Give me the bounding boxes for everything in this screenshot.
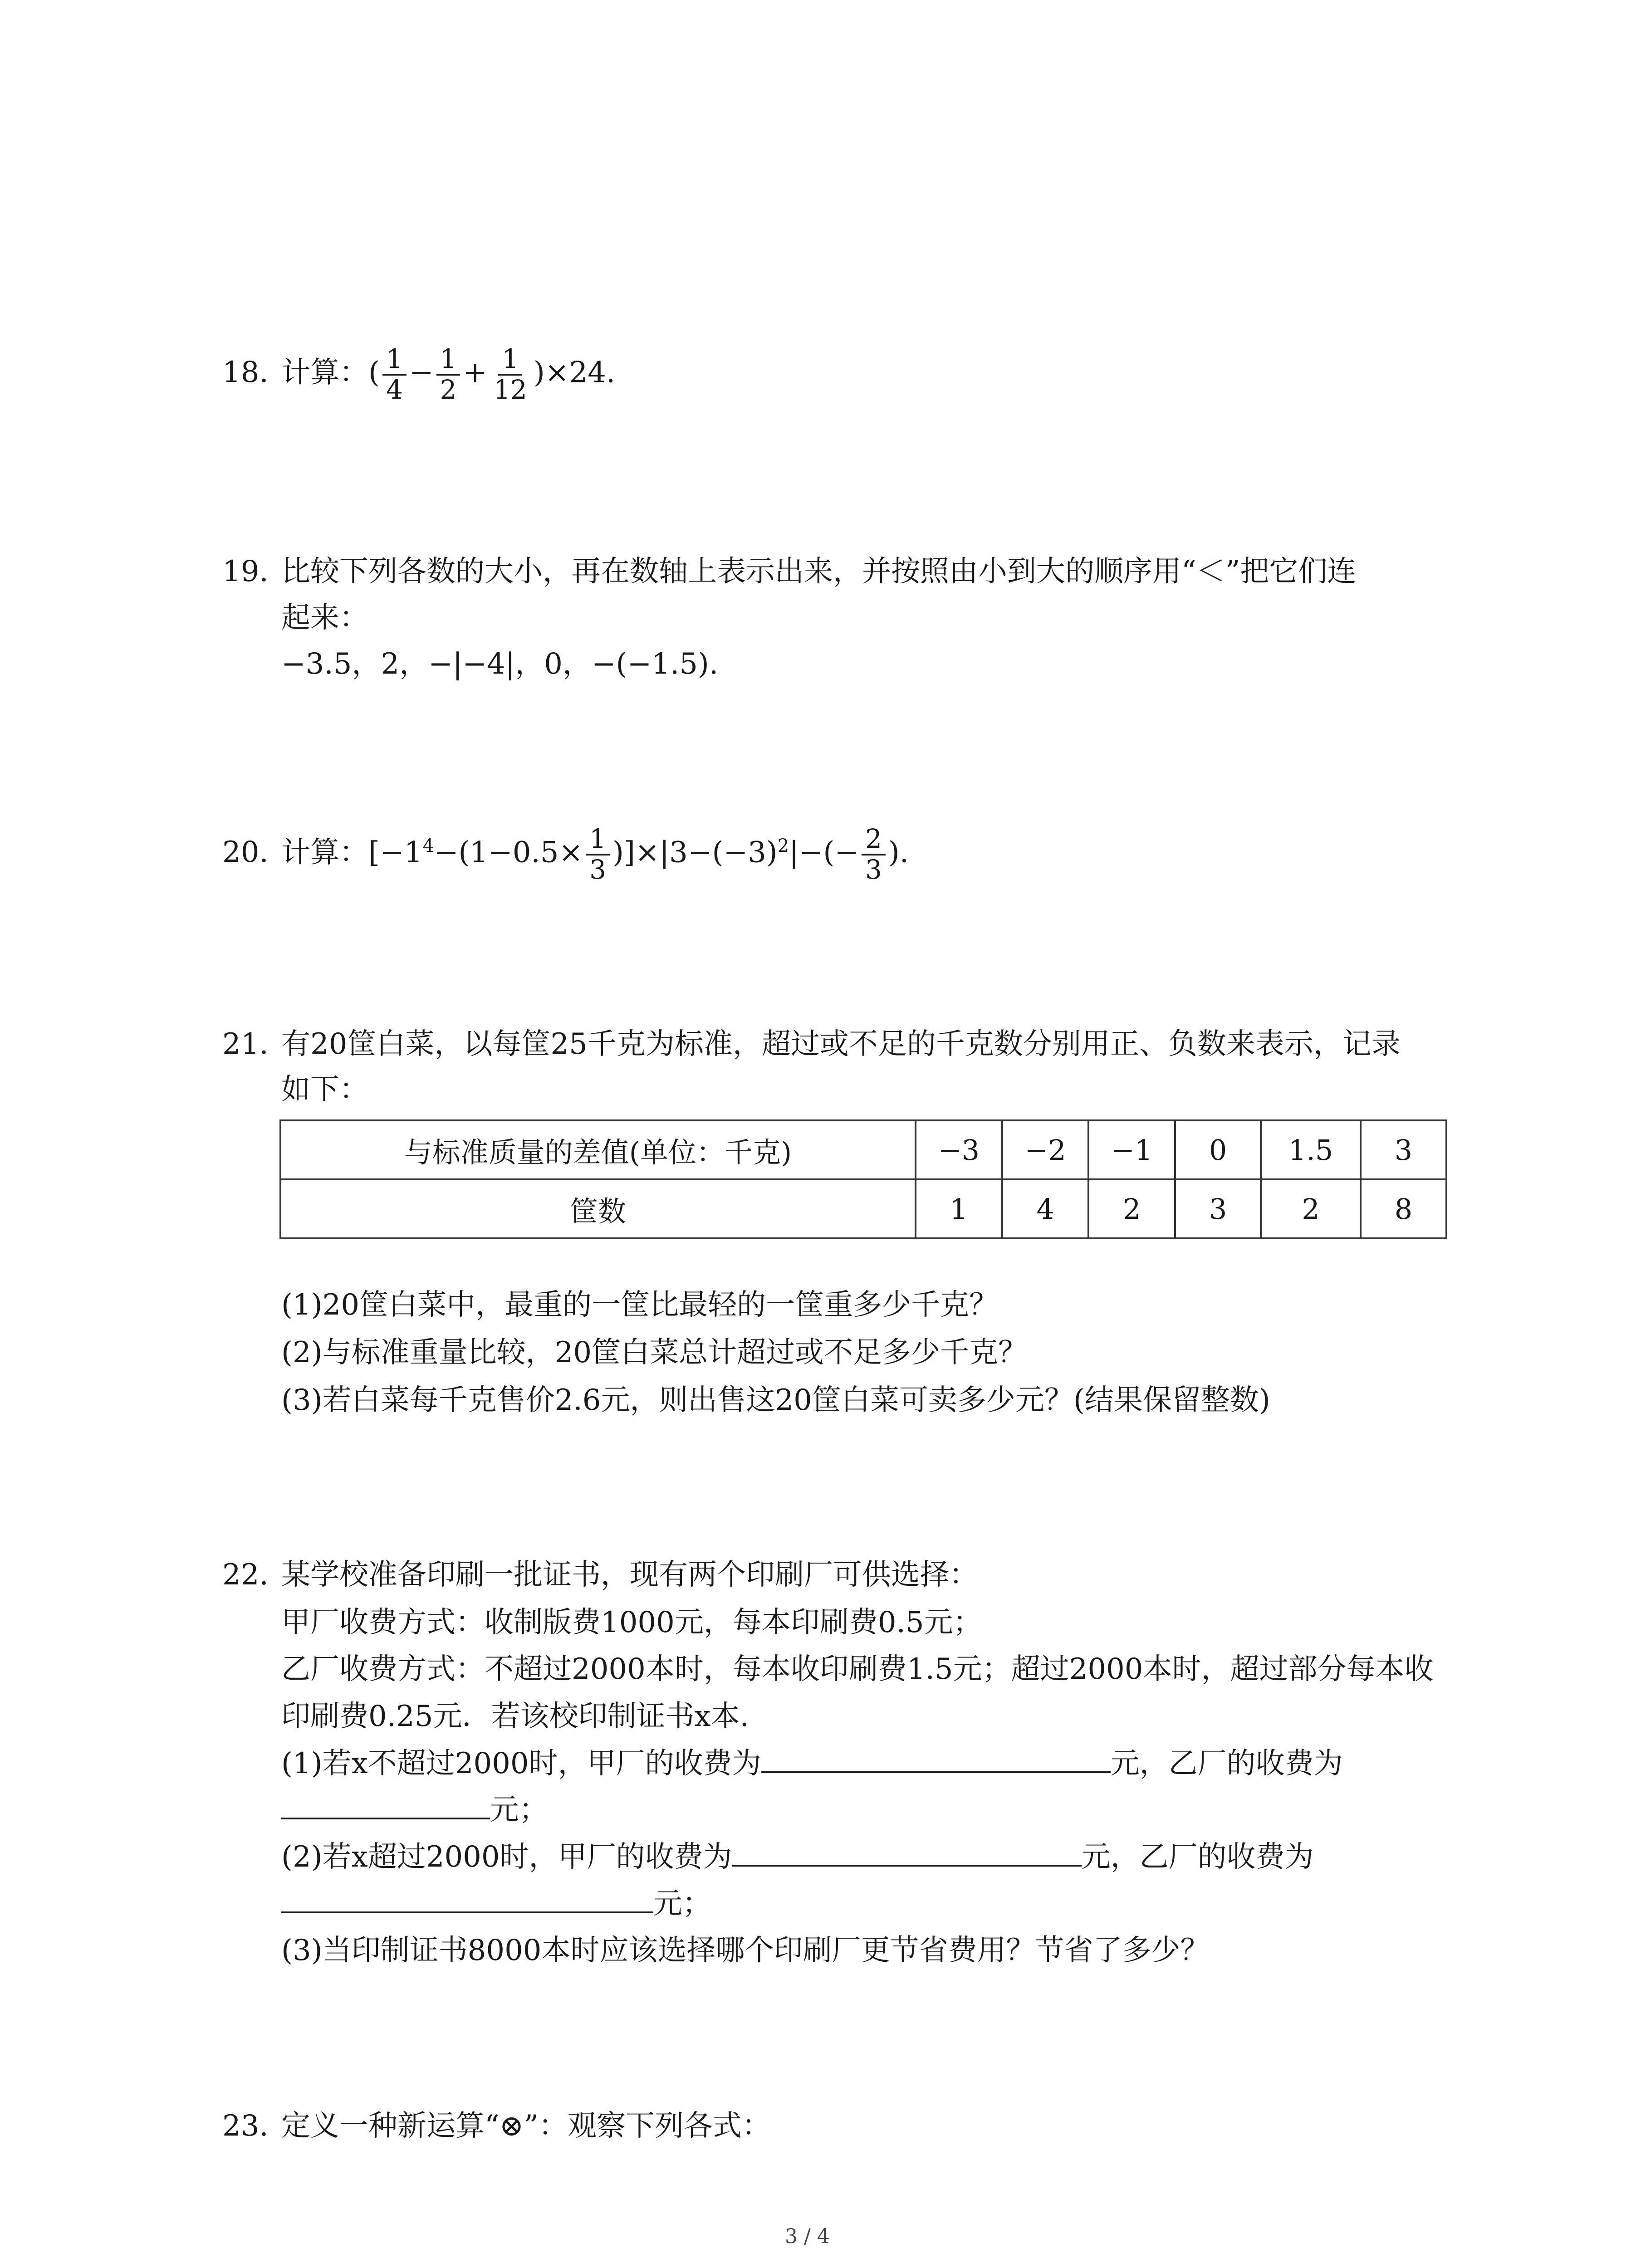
question-text: 甲厂收费方式：收制版费1000元，每本印刷费0.5元； <box>281 1606 982 1639</box>
question-text: 印刷费0.25元．若该校印制证书x本. <box>281 1700 749 1733</box>
sub-question: (1)20筐白菜中，最重的一筐比最轻的一筐重多少千克？ <box>281 1288 999 1322</box>
question-number: 22. <box>222 1558 269 1592</box>
question-20: 20. 计算：[$-1^4-(1-0.5\times$ $\frac{1}{3}$ )]$\times|3-(-3)^2|-(-$ $\frac{2}{3}$ ). <box>222 823 909 885</box>
table-cell: 2 <box>1261 1179 1361 1238</box>
question-text: 比较下列各数的大小，再在数轴上表示出来，并按照由小到大的顺序用“＜”把它们连 <box>281 555 1357 588</box>
fraction: $\frac{1}{4}$ <box>382 345 407 405</box>
table-row <box>280 1120 1446 1179</box>
table-cell: 2 <box>1088 1179 1175 1238</box>
answer-blank[interactable] <box>281 1908 653 1913</box>
number-list: −3.5，2，−|−4|，0，−(−1.5). <box>281 647 719 681</box>
sub-question: (1)若x不超过2000时，甲厂的收费为 元，乙厂的收费为 <box>281 1747 1343 1780</box>
data-table <box>279 1119 1447 1239</box>
question-number: 21. <box>222 1027 269 1061</box>
question-23 <box>222 2109 771 2143</box>
sub-question: (3)当印制证书8000本时应该选择哪个印刷厂更节省费用？节省了多少？ <box>281 1934 1210 1967</box>
question-text: 定义一种新运算“⊗”：观察下列各式： <box>281 2109 771 2143</box>
table-cell: 4 <box>1002 1179 1089 1238</box>
sub-question: (2)与标准重量比较，20筐白菜总计超过或不足多少千克？ <box>281 1336 1028 1369</box>
question-number: 20. <box>222 836 269 870</box>
answer-blank[interactable] <box>281 1814 490 1819</box>
question-text: 有20筐白菜，以每筐25千克为标准，超过或不足的千克数分别用正、负数来表示，记录 <box>281 1027 1401 1061</box>
table-row <box>280 1179 1446 1238</box>
fraction: $\frac{1}{2}$ <box>436 345 460 405</box>
question-19 <box>222 557 1356 586</box>
table-cell: 0 <box>1175 1120 1261 1179</box>
question-number: 23. <box>222 2109 269 2143</box>
table-cell: −3 <box>916 1120 1002 1179</box>
answer-blank[interactable] <box>761 1768 1111 1773</box>
question-22 <box>222 1558 978 1592</box>
table-cell: −1 <box>1088 1120 1175 1179</box>
sub-question: 元； <box>281 1889 711 1918</box>
fraction: $\frac{1}{12}$ <box>494 343 527 405</box>
question-text: 乙厂收费方式：不超过2000本时，每本收印刷费1.5元；超过2000本时，超过部分每本收 <box>281 1652 1434 1686</box>
fraction: $\frac{1}{3}$ <box>586 825 610 885</box>
table-cell: 3 <box>1361 1120 1446 1179</box>
sub-question: (2)若x超过2000时，甲厂的收费为 元，乙厂的收费为 <box>281 1840 1314 1874</box>
table-cell: 1 <box>916 1179 1002 1238</box>
table-cell: 1.5 <box>1261 1120 1361 1179</box>
page-number: 3 / 4 <box>785 2225 830 2248</box>
table-cell: −2 <box>1002 1120 1089 1179</box>
sub-question: 元； <box>281 1795 548 1824</box>
fraction: $\frac{2}{3}$ <box>862 825 886 885</box>
table-cell: 3 <box>1175 1179 1261 1238</box>
question-21 <box>222 1027 1401 1061</box>
question-text: 起来： <box>281 601 368 635</box>
table-cell: 与标准质量的差值(单位：千克) <box>280 1120 916 1179</box>
question-18: 18. 计算：( $\frac{1}{4}$ − $\frac{1}{2}$ + $\frac{1}{12}$ )×24. <box>222 343 616 405</box>
question-text: 如下： <box>281 1073 368 1106</box>
question-number: 19. <box>222 555 269 588</box>
table-cell: 筐数 <box>280 1179 916 1238</box>
question-number: 18. <box>222 356 269 390</box>
sub-question: (3)若白菜每千克售价2.6元，则出售这20筐白菜可卖多少元？(结果保留整数) <box>281 1383 1270 1417</box>
table-cell: 8 <box>1361 1179 1446 1238</box>
question-text: 某学校准备印刷一批证书，现有两个印刷厂可供选择： <box>281 1558 978 1592</box>
answer-blank[interactable] <box>732 1861 1082 1867</box>
